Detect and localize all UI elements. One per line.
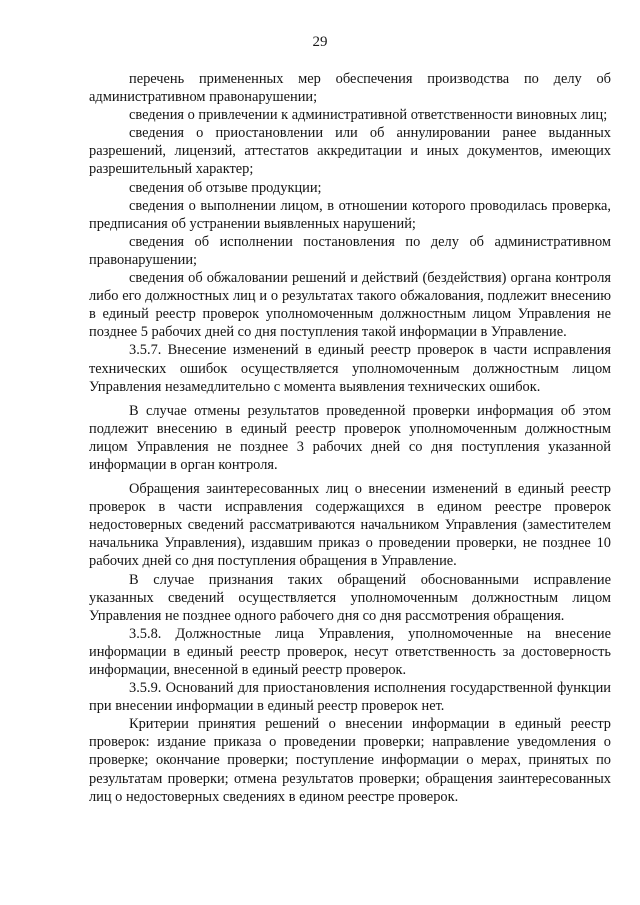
paragraph: сведения об исполнении постановления по делу об административном правонарушении; (89, 233, 611, 268)
paragraph: Критерии принятия решений о внесении информации в единый реестр проверок: издание приказа о проведении проверки; направление уведомления о проверке; окончание проверки; поступление информации о мерах, принятых по результатам проверки; отмена результатов проверки; обращения заинтересованных лиц о недостоверных сведениях в едином реестре проверок. (89, 716, 611, 805)
paragraph: сведения об отзыве продукции; (129, 179, 322, 196)
paragraph: В случае признания таких обращений обоснованными исправление указанных сведений осуществляется уполномоченным должностным лицом Управления не позднее одного рабочего дня со дня рассмотрения обращения. (89, 571, 611, 624)
paragraph: сведения об обжаловании решений и действий (бездействия) органа контроля либо его должностных лиц и о результатах такого обжалования, подлежит внесению в единый реестр проверок уполномоченным должностным лицом Управления не позднее 5 рабочих дней со дня поступления такой информации в Управление. (89, 270, 611, 341)
paragraph: перечень примененных мер обеспечения производства по делу об административном правонарушении; (89, 71, 611, 106)
paragraph: Обращения заинтересованных лиц о внесении изменений в единый реестр проверок в части исправления содержащихся в едином реестре проверок недостоверных сведений рассматриваются начальником Управления (заместителем начальника Управления), издавшим приказ о проведении проверки, не позднее 10 рабочих дней со дня поступления обращения в Управление. (89, 481, 611, 570)
paragraph: 3.5.8. Должностные лица Управления, уполномоченные на внесение информации в единый реестр проверок, несут ответственность за достоверность информации, внесенной в единый реестр проверок. (89, 625, 611, 678)
paragraph: сведения о выполнении лицом, в отношении которого проводилась проверка, предписания об устранении выявленных нарушений; (89, 197, 611, 232)
page-number: 29 (312, 34, 328, 50)
paragraph: В случае отмены результатов проведенной проверки информация об этом подлежит внесению в единый реестр проверок уполномоченным должностным лицом Управления не позднее 3 рабочих дней со дня поступления указанной информации в орган контроля. (89, 402, 611, 473)
body-text (89, 70, 611, 806)
paragraph: 3.5.7. Внесение изменений в единый реестр проверок в части исправления технических ошибок осуществляется уполномоченным должностным лицом Управления незамедлительно с момента выявления технических ошибок. (89, 342, 611, 395)
paragraph: 3.5.9. Оснований для приостановления исполнения государственной функции при внесении информации в единый реестр проверок нет. (89, 680, 611, 715)
paragraph: сведения о приостановлении или об аннулировании ранее выданных разрешений, лицензий, аттестатов аккредитации и иных документов, имеющих разрешительный характер; (89, 125, 611, 178)
paragraph: сведения о привлечении к административной ответственности виновных лиц; (129, 107, 608, 124)
